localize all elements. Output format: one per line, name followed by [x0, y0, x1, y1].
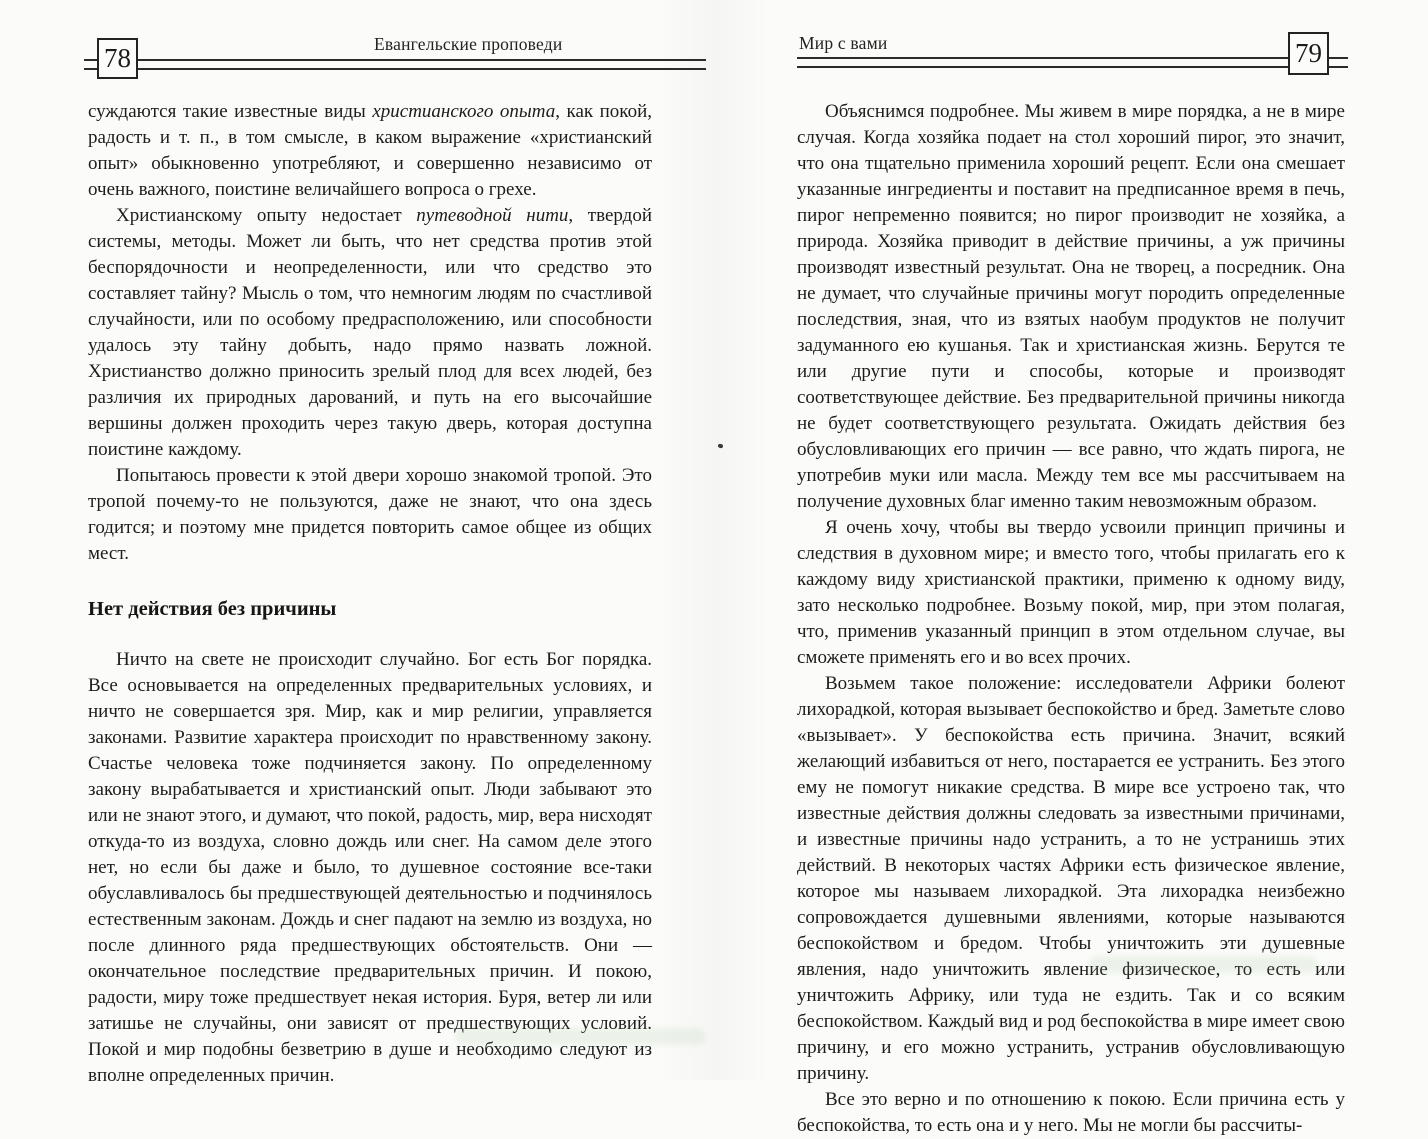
- text-run: , как покой, радость и т. п., в том смысле, в каком выражение «христианский опыт» обыкновенно употребляют, и совершенно независимо от очень важного, поистине величайшего вопроса о грехе.: [88, 101, 652, 200]
- italic-phrase: путеводной нити: [416, 205, 569, 226]
- text-run: Возьмем такое положение: исследователи Африки болеют лихорадкой, которая вызывает беспокойство и бред. Заметьте слово «вызывает». У беспокойства есть причина. Значит, всякий желающий избавиться от него, постарается ее устранить. Без этого ему не помогут никакие средства. В мире все устроено так, что известные действия должны следовать за известными причинами, и известные причины надо устранить, а то не устранишь этих действий. В некоторых частях Африки есть физическое явление, которое мы называем лихорадкой. Эта лихорадка неизбежно сопровождается душевными явлениями, которые называются беспокойством и бредом. Чтобы уничтожить эти душевные явления, надо уничтожить явление физическое, то есть или уничтожить Африку, или туда не ездить. Так и со всяким беспокойством. Каждый вид и род беспокойства в мире имеет свою причину, и его можно устранить, устранив обусловливающую причину.: [797, 673, 1345, 1084]
- running-title-left: Евангельские проповеди: [374, 34, 563, 54]
- running-title-right: Мир с вами: [799, 33, 888, 53]
- gutter-speck: [718, 443, 724, 448]
- text-run: Христианскому опыту недостает: [116, 205, 417, 226]
- paragraph: [797, 99, 1345, 515]
- paragraph: [797, 515, 1345, 671]
- paragraph: [88, 203, 652, 463]
- page-78-text-column: [88, 99, 652, 1089]
- header-rule-right: [797, 57, 1290, 68]
- page-number-box-left: [97, 38, 138, 79]
- page-number-box-right: [1288, 32, 1329, 75]
- scan-bleedthrough-smudge-left: [455, 1028, 705, 1045]
- text-run: Я очень хочу, чтобы вы твердо усвоили принцип причины и следствия в духовном мире; и вместо того, чтобы прилагать его к каждому виду христианской практики, применю к одному виду, зато несколько подробнее. Возьму покой, мир, при этом полагая, что, применив указанный принцип в этом отдельном случае, вы сможете применять его и во всех прочих.: [797, 517, 1345, 668]
- section-heading: Нет действия без причины: [88, 598, 337, 620]
- text-run: суждаются такие известные виды: [88, 101, 373, 122]
- text-run: , твердой системы, методы. Может ли быть, что нет средства против этой беспорядочности и неопределенности, или что средство это составляет тайну? Мысль о том, что немногим людям по счастливой случайности, или по особому предрасположению, или способности удалось эту тайну добыть, надо прямо назвать ложной. Христианство должно приносить зрелый плод для всех людей, без различия их природных дарований, и путь на его высочайшие вершины должен проходить через такую дверь, которая доступна поистине каждому.: [88, 205, 652, 460]
- paragraph: [797, 1087, 1345, 1139]
- page-number-right: 79: [1295, 38, 1322, 68]
- scan-bleedthrough-smudge-right: [1088, 956, 1318, 973]
- header-rule-left-stub: [84, 59, 98, 70]
- text-run: Попытаюсь провести к этой двери хорошо знакомой тропой. Это тропой почему-то не пользуются, даже не знают, что она здесь годится; и поэтому мне придется повторить самое общее из общих мест.: [88, 465, 652, 564]
- paragraph: [88, 99, 652, 203]
- text-run: Объяснимся подробнее. Мы живем в мире порядка, а не в мире случая. Когда хозяйка подает на стол хороший пирог, это значит, что она тщательно применила хороший рецепт. Если она смешает указанные ингредиенты и поставит на предписанное время в печь, пирог непременно появится; но пирог производит не хозяйка, а природа. Хозяйка приводит в действие причины, а уж причины производят известный результат. Она не творец, а посредник. Она не думает, что случайные причины могут породить определенные последствия, зная, что из взятых наобум продуктов не получит задуманного ею кушанья. Так и христианская жизнь. Берутся те или другие пути и способы, которые и производят соответствующее действие. Без предварительной причины никогда не будет соответствующего результата. Ожидать действия без обусловливающих его причин — все равно, что ждать пирога, не употребив муки или масла. Между тем все мы рассчитываем на получение духовных благ именно таким невозможным образом.: [797, 101, 1345, 512]
- text-run: Ничто на свете не происходит случайно. Бог есть Бог порядка. Все основывается на определенных предварительных условиях, и ничто не совершается зря. Мир, как и мир религии, управляется законами. Развитие характера происходит по нравственному закону. Счастье человека тоже подчиняется закону. По определенному закону вырабатывается и христианский опыт. Люди забывают это или не знают этого, и думают, что покой, радость, мир, вера нисходят откуда-то из воздуха, словно дождь или снег. На самом деле этого нет, но если бы даже и было, то душевное состояние все-таки обуславливалось бы предшествующей деятельностью и подчинялось естественным законам. Дождь и снег падают на землю из воздуха, но после длинного ряда предшествующих обстоятельств. Они — окончательное последствие предварительных причин. И покою, радости, миру тоже предшествует некая история. Буря, ветер ли или затишье не случайны, они зависят от предшествующих условий. Покой и мир подобны безветрию в душе и необходимо следуют из вполне определенных причин.: [88, 649, 652, 1086]
- page-79-text-column: [797, 99, 1345, 1139]
- page-number-left: 78: [104, 43, 131, 73]
- italic-phrase: христианского опыта: [372, 101, 556, 122]
- header-rule-left: [135, 59, 706, 70]
- paragraph: [88, 463, 652, 567]
- paragraph: [88, 647, 652, 1089]
- paragraph: [797, 671, 1345, 1087]
- header-rule-right-stub: [1327, 57, 1348, 68]
- text-run: Все это верно и по отношению к покою. Если причина есть у беспокойства, то есть она и у него. Мы не могли бы рассчиты-: [797, 1089, 1345, 1136]
